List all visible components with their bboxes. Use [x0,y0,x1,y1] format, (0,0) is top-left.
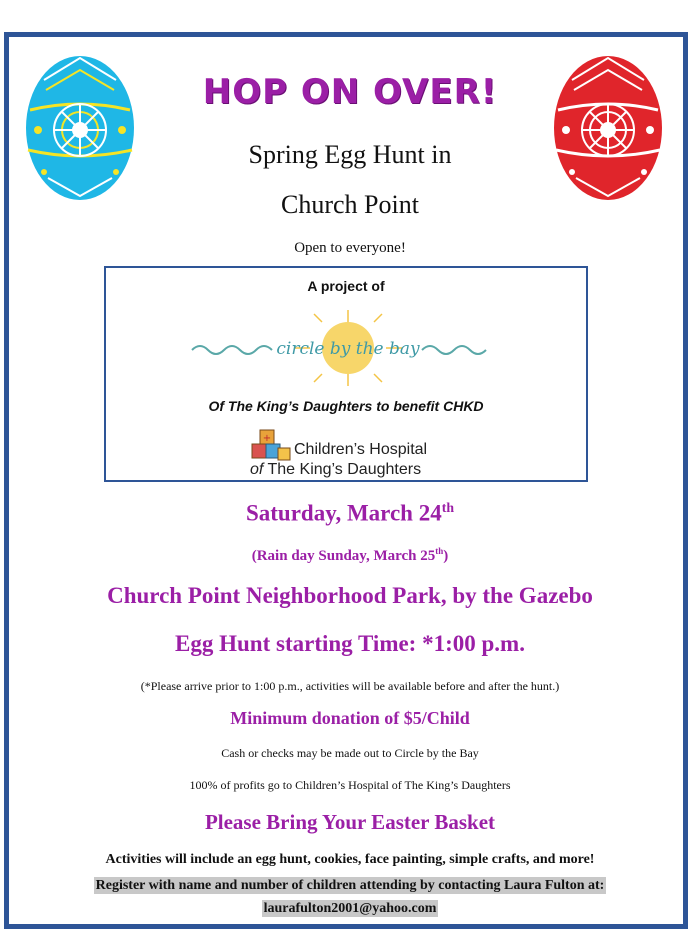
svg-text:+: + [262,433,272,444]
headline: HOP ON OVER! [202,72,498,112]
contact-email-link[interactable]: laurafulton2001@yahoo.com [263,901,437,916]
subtitle-line-1: Spring Egg Hunt in [248,140,452,169]
project-of-label: A project of [307,278,385,294]
rain-date: (Rain day Sunday, March 25th) [251,546,449,564]
register-text: Register with name and number of children attending by contacting Laura Fulton at: [95,878,605,893]
arrival-note: (*Please arrive prior to 1:00 p.m., activities will be available before and after the hunt.) [140,679,560,693]
profits-note: 100% of profits go to Children’s Hospital of The King’s Daughters [189,778,511,792]
activities-text: Activities will include an egg hunt, cookies, face painting, simple crafts, and more! [105,852,595,867]
hospital-name-line-2: of The King’s Daughters [250,461,422,478]
event-location: Church Point Neighborhood Park, by the Gazebo [107,583,593,608]
donation-text: Minimum donation of $5/Child [230,708,470,728]
kings-daughters-text: Of The King’s Daughters to benefit CHKD [208,398,484,414]
open-to-everyone-text: Open to everyone! [294,240,406,256]
alphabet-blocks-icon [250,428,292,464]
project-sponsor-box [104,266,588,482]
register-line [0,876,700,894]
email-line [0,899,700,917]
event-date: Saturday, March 24th [245,500,454,526]
hospital-name-line-1: Children’s Hospital [294,441,428,458]
bring-basket-text: Please Bring Your Easter Basket [204,810,496,834]
circle-by-the-bay-text: circle by the bay [276,339,420,359]
payment-note: Cash or checks may be made out to Circle by the Bay [221,746,479,760]
event-time: Egg Hunt starting Time: *1:00 p.m. [175,631,525,656]
circle-by-the-bay-logo [190,306,506,392]
subtitle-line-2: Church Point [281,190,419,219]
